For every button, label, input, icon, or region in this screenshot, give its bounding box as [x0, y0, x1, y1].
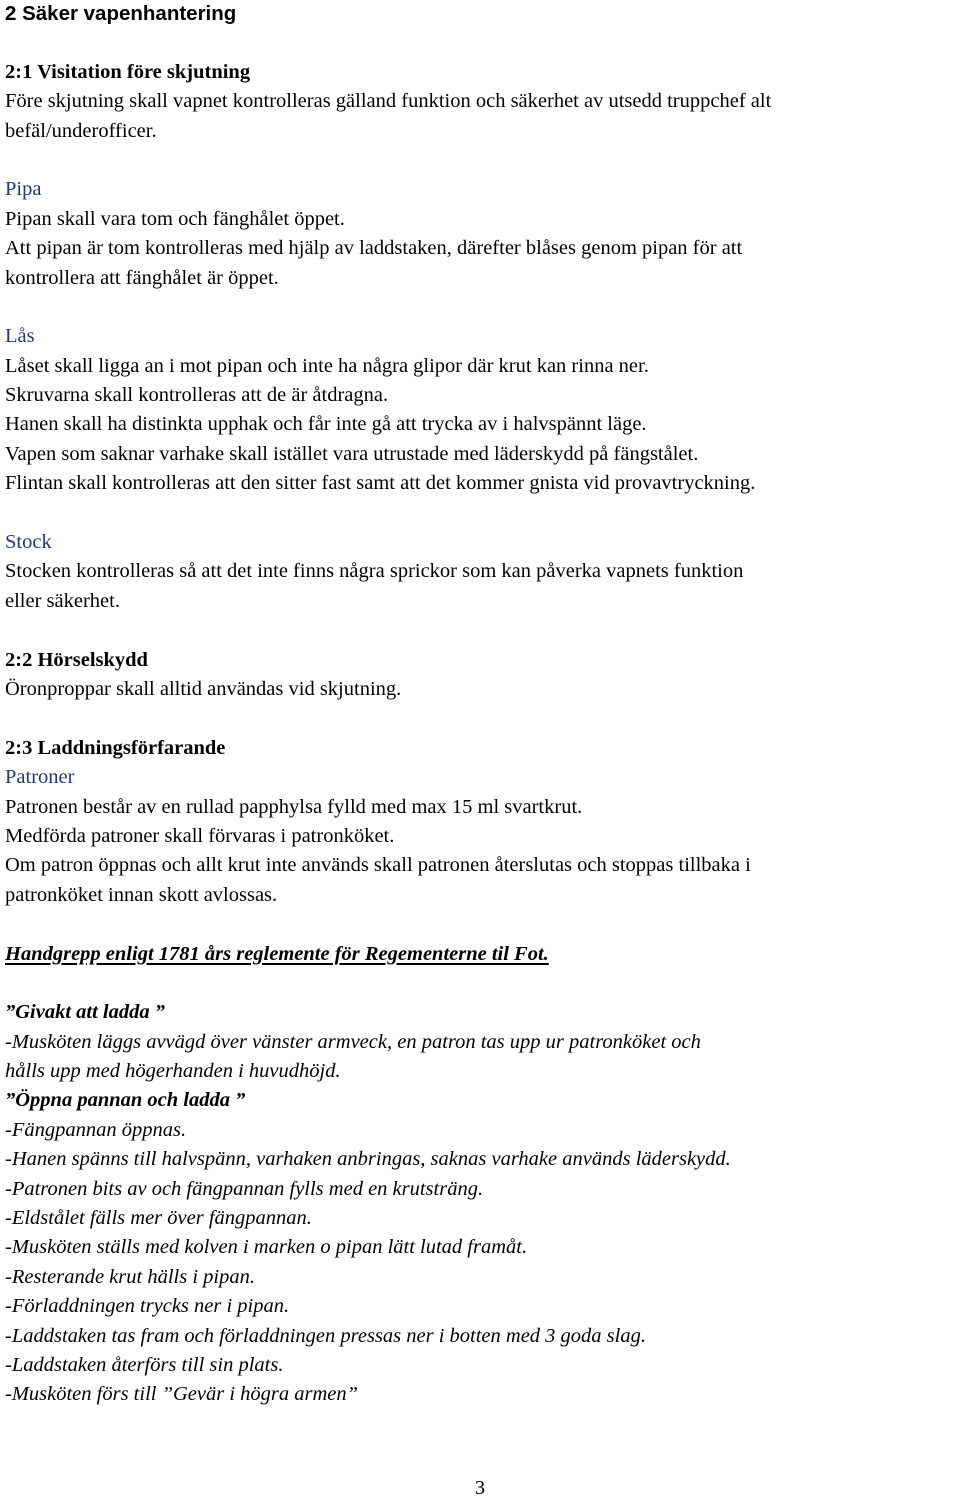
instruction-line: -Laddstaken tas fram och förladdningen pressas ner i botten med 3 goda slag. — [5, 1324, 646, 1347]
subheading-patroner: Patroner — [5, 766, 75, 789]
instruction-line: -Patronen bits av och fängpannan fylls med en krutsträng. — [5, 1177, 484, 1200]
paragraph-line: Medförda patroner skall förvaras i patronköket. — [5, 824, 395, 847]
instruction-line: -Musköten förs till ”Gevär i högra armen” — [5, 1383, 359, 1406]
instruction-line: hålls upp med högerhanden i huvudhöjd. — [5, 1060, 341, 1083]
section-2-3 — [5, 734, 950, 940]
paragraph-line: Flintan skall kontrolleras att den sitter fast samt att det kommer gnista vid provavtryckning. — [5, 472, 756, 495]
paragraph-line: Pipan skall vara tom och fänghålet öppet. — [5, 207, 345, 230]
paragraph-line: Vapen som saknar varhake skall istället vara utrustade med läderskydd på fängstålet. — [5, 442, 699, 465]
paragraph-line: befäl/underofficer. — [5, 119, 157, 142]
subheading-stock: Stock — [5, 531, 52, 554]
chapter-heading: 2 Säker vapenhantering — [5, 2, 237, 25]
paragraph-line: patronköket innan skott avlossas. — [5, 883, 278, 906]
subheading-las: Lås — [5, 325, 35, 348]
instruction-line: -Musköten läggs avvägd över vänster armveck, en patron tas upp ur patronköket och — [5, 1030, 701, 1053]
paragraph-line: Stocken kontrolleras så att det inte finns några sprickor som kan påverka vapnets funktion — [5, 560, 744, 583]
instruction-line: -Laddstaken återförs till sin plats. — [5, 1353, 284, 1376]
instruction-line: -Förladdningen trycks ner i pipan. — [5, 1295, 290, 1318]
instruction-line: -Eldstålet fälls mer över fängpannan. — [5, 1207, 312, 1230]
paragraph-line: Att pipan är tom kontrolleras med hjälp av laddstaken, därefter blåses genom pipan för att — [5, 237, 743, 260]
section-title: 2:2 Hörselskydd — [5, 648, 148, 671]
instruction-line: -Resterande krut hälls i pipan. — [5, 1265, 255, 1288]
paragraph-line: Låset skall ligga an i mot pipan och inte ha några glipor där krut kan rinna ner. — [5, 354, 649, 377]
paragraph-line: kontrollera att fänghålet är öppet. — [5, 266, 279, 289]
paragraph-line: Öronproppar skall alltid användas vid skjutning. — [5, 677, 402, 700]
command-oppna: ”Öppna pannan och ladda ” — [5, 1089, 246, 1112]
paragraph-line: Om patron öppnas och allt krut inte används skall patronen återslutas och stoppas tillbaka i — [5, 854, 751, 877]
section-title: 2:1 Visitation före skjutning — [5, 60, 251, 83]
page-number: 3 — [474, 1477, 486, 1499]
paragraph-line: eller säkerhet. — [5, 589, 120, 612]
command-givakt: ”Givakt att ladda ” — [5, 1001, 166, 1024]
instruction-line: -Musköten ställs med kolven i marken o pipan lätt lutad framåt. — [5, 1236, 528, 1259]
section-title: 2:3 Laddningsförfarande — [5, 736, 226, 759]
command-label: Givakt att ladda — [15, 1001, 150, 1024]
paragraph-line: Före skjutning skall vapnet kontrolleras gälland funktion och säkerhet av utsedd truppchef alt — [5, 90, 772, 113]
instruction-line: -Hanen spänns till halvspänn, varhaken anbringas, saknas varhake används läderskydd. — [5, 1148, 731, 1171]
instruction-line: -Fängpannan öppnas. — [5, 1118, 187, 1141]
paragraph-line: Patronen består av en rullad papphylsa fylld med max 15 ml svartkrut. — [5, 795, 583, 818]
handgrepp-title: Handgrepp enligt 1781 års reglemente för Regementerne til Fot. — [5, 942, 549, 965]
paragraph-line: Hanen skall ha distinkta upphak och får inte gå att trycka av i halvspännt läge. — [5, 413, 647, 436]
subheading-pipa: Pipa — [5, 178, 42, 201]
document-page — [5, 0, 950, 1410]
section-2-2 — [5, 646, 950, 734]
command-label: Öppna pannan och ladda — [15, 1089, 230, 1112]
paragraph-line: Skruvarna skall kontrolleras att de är åtdragna. — [5, 384, 389, 407]
handgrepp-section — [5, 940, 950, 1410]
section-2-1 — [5, 58, 950, 646]
